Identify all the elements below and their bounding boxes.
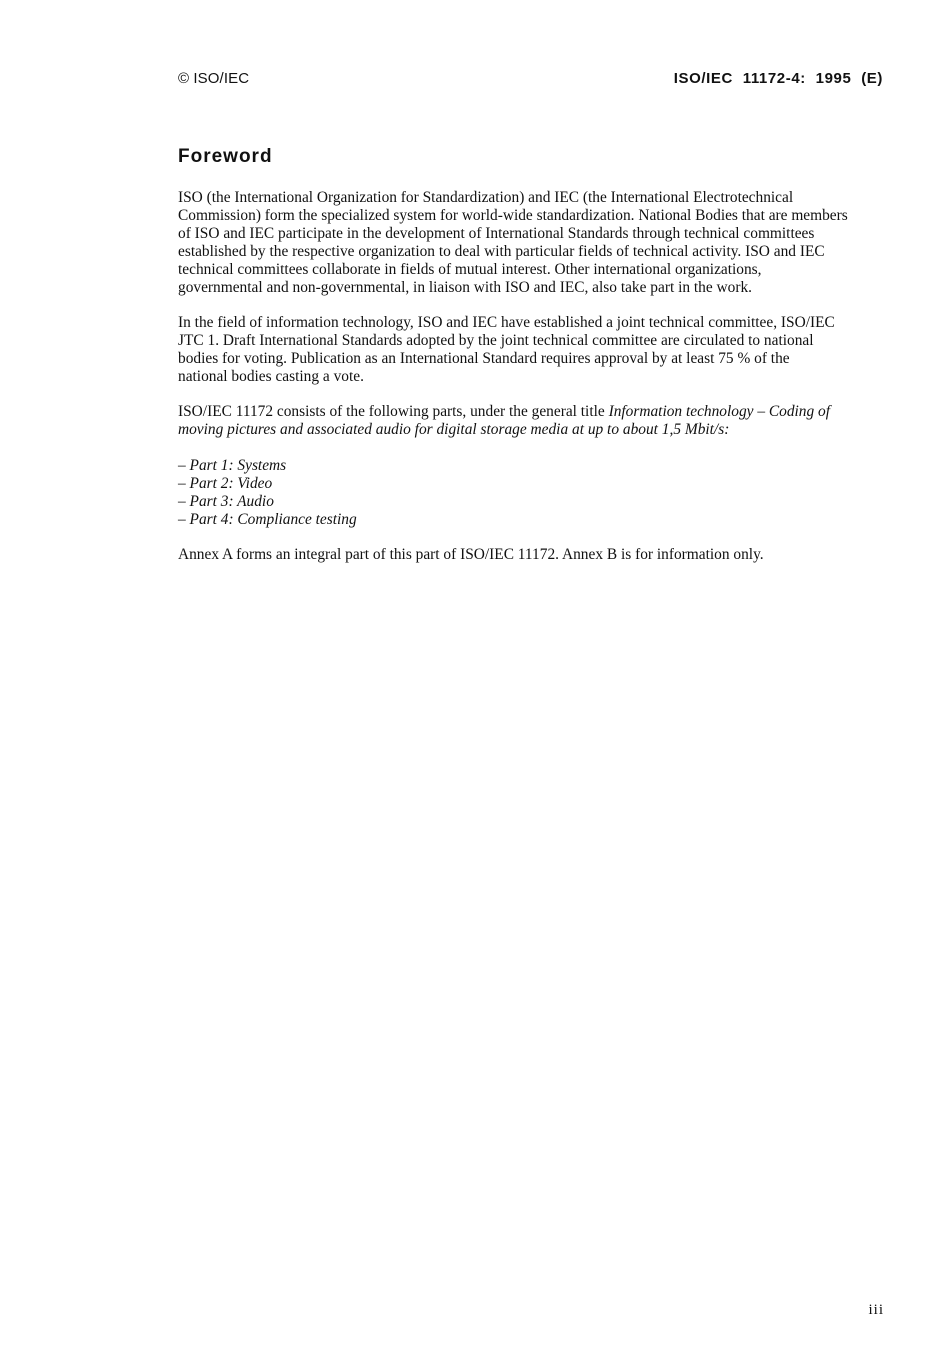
page-number: iii <box>868 1302 884 1318</box>
list-item: – Part 4: Compliance testing <box>178 511 357 528</box>
text-line: ISO (the International Organization for Standardization) and IEC (the International Electrotechnical <box>178 189 794 206</box>
list-item: – Part 1: Systems <box>178 457 287 474</box>
copyright-header: © ISO/IEC <box>178 70 250 87</box>
parts-list-container <box>178 457 890 529</box>
list-item: – Part 3: Audio <box>178 493 274 510</box>
text-line: JTC 1. Draft International Standards adopted by the joint technical committee are circulated to national <box>178 332 814 349</box>
parts-list <box>178 457 890 529</box>
text-line: Annex A forms an integral part of this part of ISO/IEC 11172. Annex B is for information only. <box>178 546 764 563</box>
page-title: Foreword <box>178 146 273 167</box>
paragraph-parts-intro <box>178 403 890 439</box>
text-line: governmental and non-governmental, in liaison with ISO and IEC, also take part in the work. <box>178 279 753 296</box>
paragraph-annex <box>178 546 890 564</box>
text-line: of ISO and IEC participate in the development of International Standards through technical committees <box>178 225 815 242</box>
text-line: In the field of information technology, ISO and IEC have established a joint technical committee, ISO/IEC <box>178 314 835 331</box>
paragraph-organizations <box>178 189 890 297</box>
plain-text: ISO/IEC 11172 consists of the following parts, under the general title <box>178 403 609 420</box>
text-line: Commission) form the specialized system for world-wide standardization. National Bodies that are members <box>178 207 848 224</box>
text-line: national bodies casting a vote. <box>178 368 364 385</box>
text-line: bodies for voting. Publication as an International Standard requires approval by at least 75 % of the <box>178 350 790 367</box>
text-line <box>178 403 890 421</box>
standard-id-header: ISO/IEC 11172-4: 1995 (E) <box>673 70 883 87</box>
general-title-text: Information technology – Coding of <box>608 403 831 420</box>
list-item: – Part 2: Video <box>178 475 273 492</box>
paragraph-jtc1 <box>178 314 890 386</box>
general-title-text: moving pictures and associated audio for digital storage media at up to about 1,5 Mbit/s: <box>178 421 730 438</box>
text-line: technical committees collaborate in fields of mutual interest. Other international organizations, <box>178 261 762 278</box>
text-line: established by the respective organization to deal with particular fields of technical activity. ISO and IEC <box>178 243 825 260</box>
